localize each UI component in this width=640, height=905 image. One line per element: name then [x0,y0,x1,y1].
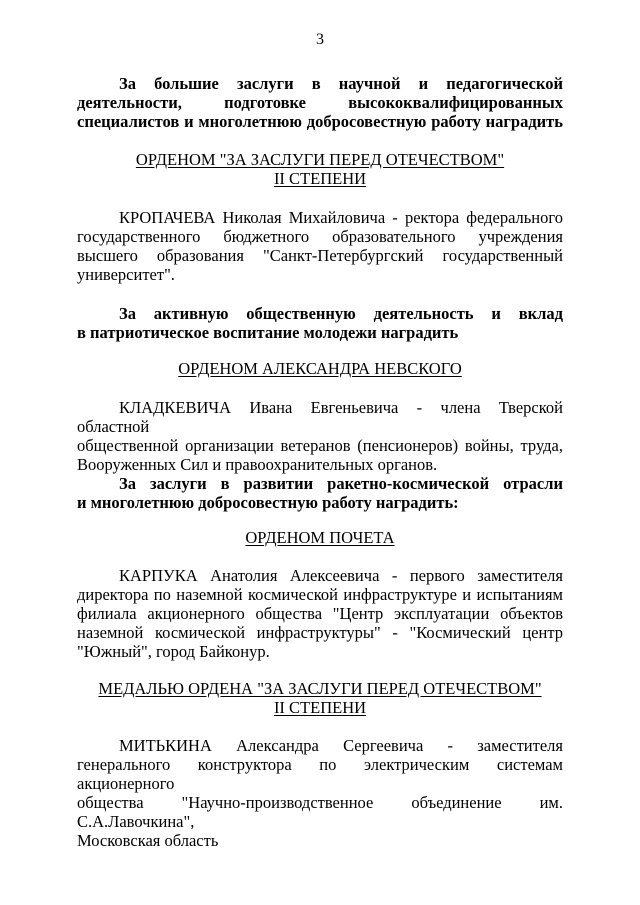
recipient-entry [77,566,563,661]
text-line: КАРПУКА Анатолия Алексеевича - первого заместителя [119,566,563,585]
text-line: в патриотическое воспитание молодежи наградить [77,323,459,342]
text-line: государственного бюджетного образовательного учреждения [77,227,563,246]
award-name-line: ОРДЕНОМ ПОЧЕТА [245,528,395,547]
text-line: За заслуги в развитии ракетно-космической отрасли [119,474,563,493]
text-line: МИТЬКИНА Александра Сергеевича - заместителя [119,736,563,755]
award-degree-line: II СТЕПЕНИ [273,698,367,717]
award-name [77,528,563,547]
text-line: специалистов и многолетнюю добросовестную работу наградить [77,112,563,131]
text-line: общественной организации ветеранов (пенсионеров) войны, труда, [77,436,563,455]
text-line: университет". [77,265,175,284]
text-line: За активную общественную деятельность и вклад [119,304,563,323]
text-line: наземной космической инфраструктуры" - "Космический центр [77,623,563,642]
recipient-entry [77,736,563,850]
award-preamble [77,304,563,342]
text-line: За большие заслуги в научной и педагогической [119,74,563,93]
text-line: КРОПАЧЕВА Николая Михайловича - ректора федерального [119,208,563,227]
text-line: КЛАДКЕВИЧА Ивана Евгеньевича - члена Тверской областной [77,398,563,436]
award-name [77,359,563,378]
award-preamble [77,74,563,131]
page-number: 3 [316,31,324,48]
text-line: деятельности, подготовке высококвалифицированных [77,93,563,112]
award-name-line: МЕДАЛЬЮ ОРДЕНА "ЗА ЗАСЛУГИ ПЕРЕД ОТЕЧЕСТВОМ" [98,679,542,698]
text-line: общества "Научно-производственное объединение им. С.А.Лавочкина", [77,793,563,831]
award-name-line: ОРДЕНОМ "ЗА ЗАСЛУГИ ПЕРЕД ОТЕЧЕСТВОМ" [135,150,505,169]
award-preamble [77,474,563,512]
text-line: "Южный", город Байконур. [77,642,270,661]
text-line: и многолетнюю добросовестную работу наградить: [77,493,459,512]
recipient-entry [77,208,563,284]
award-degree-line: II СТЕПЕНИ [273,169,367,188]
text-line: филиала акционерного общества "Центр эксплуатации объектов [77,604,563,623]
recipient-entry [77,398,563,474]
text-line: генерального конструктора по электрическим системам акционерного [77,755,563,793]
text-line: Московская область [77,831,219,850]
award-name [77,679,563,717]
text-line: Вооруженных Сил и правоохранительных органов. [77,455,438,474]
text-line: высшего образования "Санкт-Петербургский государственный [77,246,563,265]
text-line: директора по наземной космической инфраструктуре и испытаниям [77,585,563,604]
award-name-line: ОРДЕНОМ АЛЕКСАНДРА НЕВСКОГО [178,359,462,378]
award-name [77,150,563,188]
